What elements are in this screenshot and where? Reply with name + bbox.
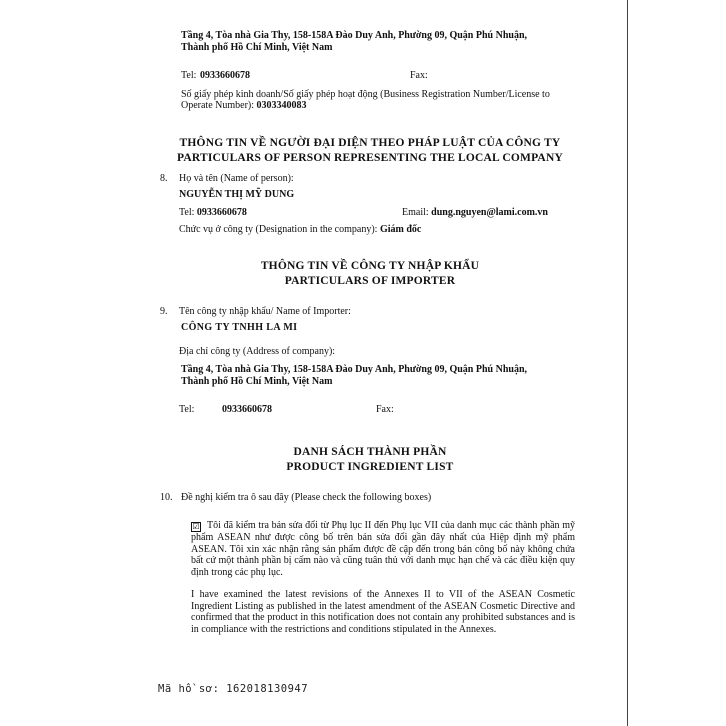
checkbox-checked-icon[interactable]: ☑: [192, 522, 200, 531]
item-9-number: 9.: [160, 306, 168, 317]
person-tel-label: Tel:: [179, 207, 195, 218]
license-number: 0303340083: [256, 100, 307, 111]
company-address-line1: Tầng 4, Tòa nhà Gia Thy, 158-158A Đào Duy Anh, Phường 09, Quận Phú Nhuận,: [181, 30, 528, 41]
company-tel-label: Tel:: [181, 70, 197, 81]
representative-heading-en: PARTICULARS OF PERSON REPRESENTING THE LOCAL COMPANY: [177, 152, 563, 164]
person-position-value: Giám đốc: [379, 224, 422, 235]
person-position: [179, 224, 421, 236]
importer-tel-value: 0933660678: [222, 404, 272, 415]
item-10-number: 10.: [160, 492, 173, 503]
importer-fax-label: Fax:: [376, 404, 394, 415]
representative-heading-vi: THÔNG TIN VỀ NGƯỜI ĐẠI DIỆN THEO PHÁP LUẬT CỦA CÔNG TY: [179, 137, 561, 149]
person-position-label: Chức vụ ở công ty (Designation in the company):: [179, 224, 378, 235]
person-name-value: NGUYỄN THỊ MỸ DUNG: [179, 189, 295, 200]
person-email-value: dung.nguyen@lami.com.vn: [431, 207, 548, 218]
item-8-number: 8.: [160, 173, 168, 184]
statement-en: I have examined the latest revisions of the Annexes II to VII of the ASEAN Cosmetic Ingredient Listing as published in the latest amendment of the ASEAN Cosmetic Directive and confirmed that the product in this notification does not contain any prohibited substances and is in compliance with the restrictions and conditions stipulated in the Annexes.: [191, 589, 575, 635]
person-name-label: Họ và tên (Name of person):: [179, 173, 294, 184]
statement-vi-text: Tôi đã kiểm tra bản sửa đổi từ Phụ lục II đến Phụ lục VII của danh mục các thành phần mỹ phẩm ASEAN như được công bố trên bản sửa đổi gần đây nhất của Hiệp định mỹ phẩm ASEAN. Tôi xin xác nhận rằng sản phẩm được đề cập đến trong bản công bố này không chứa bất cứ một thành phần bị cấm nào và cũng tuân thủ với danh mục hạn chế và các điều kiện quy định trong các phụ lục.: [191, 520, 575, 578]
company-tel-value: 0933660678: [200, 70, 250, 81]
company-address-line2: Thành phố Hồ Chí Minh, Việt Nam: [181, 42, 333, 53]
person-tel: [179, 207, 247, 219]
file-code: Mã hồ sơ: 162018130947: [158, 683, 309, 695]
importer-tel-label: Tel:: [179, 404, 195, 415]
importer-address-label: Địa chỉ công ty (Address of company):: [179, 346, 336, 357]
statement-vi: [191, 520, 575, 578]
license-line1: Số giấy phép kinh doanh/Số giấy phép hoạt động (Business Registration Number/License to: [181, 89, 550, 100]
person-email: [402, 207, 548, 219]
person-tel-value: 0933660678: [196, 207, 247, 218]
license-line2: [181, 100, 307, 112]
company-fax-label: Fax:: [410, 70, 428, 81]
importer-name-value: CÔNG TY TNHH LA MI: [181, 322, 298, 333]
ingredient-heading-vi: DANH SÁCH THÀNH PHẦN: [293, 446, 447, 458]
importer-heading-vi: THÔNG TIN VỀ CÔNG TY NHẬP KHẨU: [260, 260, 480, 272]
license-prefix: Operate Number):: [181, 100, 255, 111]
person-email-label: Email:: [402, 207, 429, 218]
page-right-edge: [627, 0, 628, 726]
importer-name-label: Tên công ty nhập khẩu/ Name of Importer:: [179, 306, 351, 317]
importer-address-line2: Thành phố Hồ Chí Minh, Việt Nam: [181, 376, 333, 387]
importer-heading-en: PARTICULARS OF IMPORTER: [284, 275, 456, 287]
check-instruction: Đề nghị kiểm tra ô sau đây (Please check the following boxes): [181, 492, 432, 503]
importer-address-line1: Tầng 4, Tòa nhà Gia Thy, 158-158A Đào Duy Anh, Phường 09, Quận Phú Nhuận,: [181, 364, 528, 375]
ingredient-heading-en: PRODUCT INGREDIENT LIST: [286, 461, 454, 473]
